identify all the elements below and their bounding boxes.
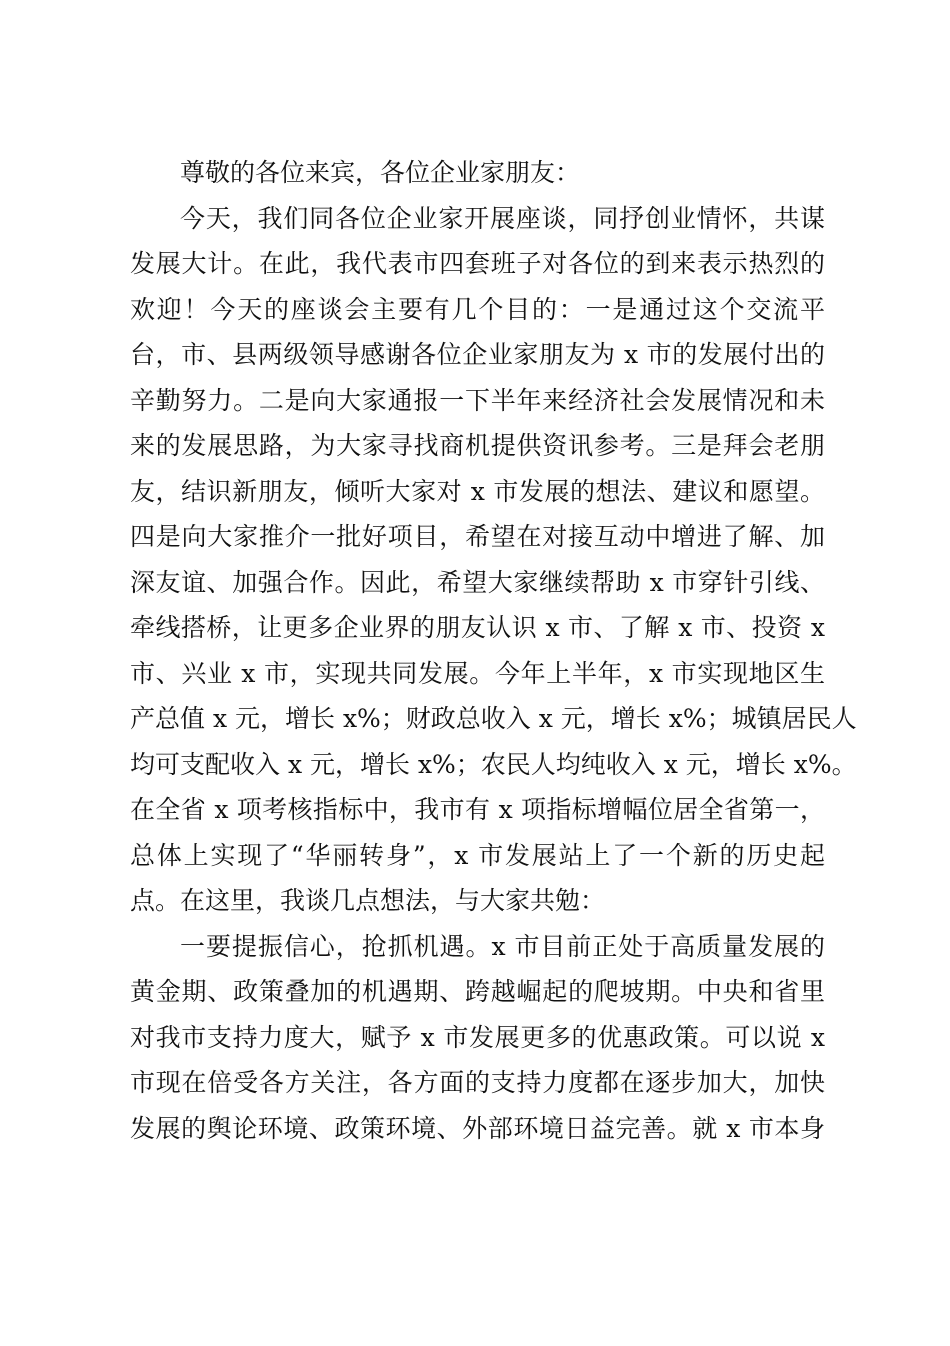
paragraph-2-line: 一要提振信心，抢抓机遇。x 市目前正处于高质量发展的 — [180, 931, 825, 961]
paragraph-1-line: 来的发展思路，为大家寻找商机提供资讯参考。三是拜会老朋 — [130, 431, 825, 460]
paragraph-1-line: 牵线搭桥，让更多企业界的朋友认识 x 市、了解 x 市、投资 x — [130, 613, 825, 642]
paragraph-2-line: 发展的舆论环境、政策环境、外部环境日益完善。就 x 市本身 — [130, 1113, 825, 1143]
document-body — [130, 150, 857, 1151]
salutation-line: 尊敬的各位来宾，各位企业家朋友： — [180, 158, 581, 187]
paragraph-1-line: 总体上实现了“华丽转身”，x 市发展站上了一个新的历史起 — [130, 840, 825, 870]
paragraph-1-line: 产总值 x 元，增长 x%；财政总收入 x 元，增长 x%；城镇居民人 — [130, 704, 857, 733]
paragraph-2-line: 黄金期、政策叠加的机遇期、跨越崛起的爬坡期。中央和省里 — [130, 977, 825, 1006]
paragraph-1-line: 点。在这里，我谈几点想法，与大家共勉： — [130, 886, 606, 915]
paragraph-2-line: 对我市支持力度大，赋予 x 市发展更多的优惠政策。可以说 x — [130, 1022, 825, 1052]
paragraph-2-line: 市现在倍受各方关注，各方面的支持力度都在逐步加大，加快 — [130, 1068, 825, 1097]
paragraph-1-line: 市、兴业 x 市，实现共同发展。今年上半年，x 市实现地区生 — [130, 658, 825, 688]
paragraph-1-line: 友，结识新朋友，倾听大家对 x 市发展的想法、建议和愿望。 — [130, 476, 825, 506]
paragraph-1-line: 辛勤努力。二是向大家通报一下半年来经济社会发展情况和未 — [130, 385, 825, 415]
paragraph-1-line: 台，市、县两级领导感谢各位企业家朋友为 x 市的发展付出的 — [130, 340, 825, 369]
paragraph-1-line: 均可支配收入 x 元，增长 x%；农民人均纯收入 x 元，增长 x%。 — [130, 749, 857, 779]
paragraph-1-line: 四是向大家推介一批好项目，希望在对接互动中增进了解、加 — [130, 522, 825, 551]
paragraph-1-line: 欢迎！今天的座谈会主要有几个目的：一是通过这个交流平 — [130, 294, 825, 324]
paragraph-1-line: 深友谊、加强合作。因此，希望大家继续帮助 x 市穿针引线、 — [130, 567, 825, 597]
paragraph-1-line: 在全省 x 项考核指标中，我市有 x 项指标增幅位居全省第一， — [130, 795, 825, 824]
paragraph-1-line: 今天，我们同各位企业家开展座谈，同抒创业情怀，共谋 — [180, 203, 825, 233]
paragraph-1-line: 发展大计。在此，我代表市四套班子对各位的到来表示热烈的 — [130, 249, 825, 278]
